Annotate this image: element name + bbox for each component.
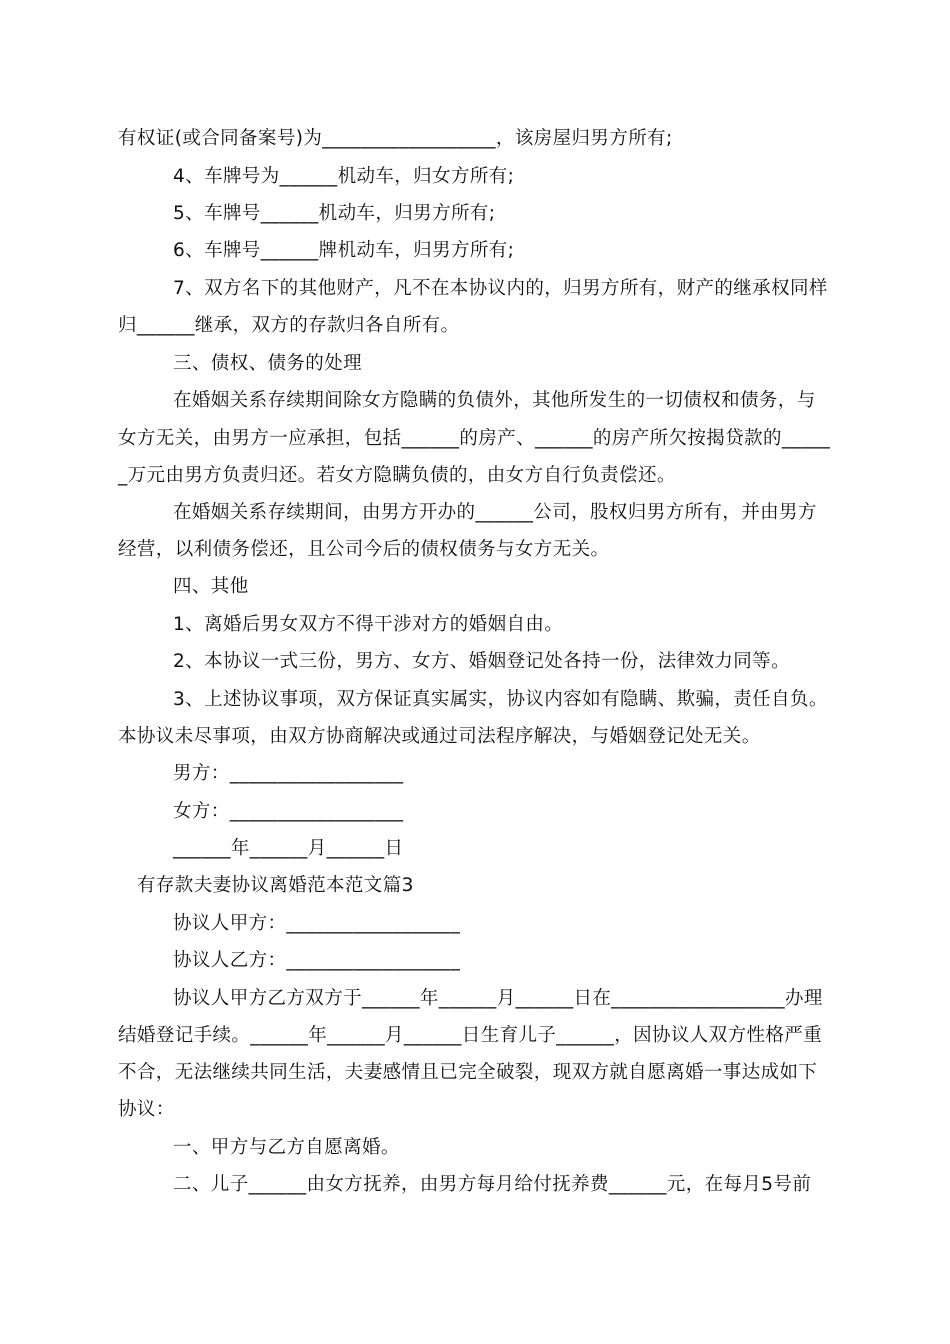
section-heading: 三、债权、债务的处理 xyxy=(173,353,363,374)
text-line: 二、儿子______由女方抚养，由男方每月给付抚养费______元，在每月5号前 xyxy=(173,1174,812,1195)
section-heading: 四、其他 xyxy=(173,576,249,597)
text-line: 7、双方名下的其他财产，凡不在本协议内的，归男方所有，财产的继承权同样 xyxy=(173,278,828,299)
signature-line-female: 女方：__________________ xyxy=(173,801,404,822)
text-line: 协议： xyxy=(118,1099,175,1120)
text-line: 1、离婚后男女双方不得干涉对方的婚姻自由。 xyxy=(173,614,564,635)
text-line: 2、本协议一式三份，男方、女方、婚姻登记处各持一份，法律效力同等。 xyxy=(173,651,790,672)
text-line: 本协议未尽事项，由双方协商解决或通过司法程序解决，与婚姻登记处无关。 xyxy=(118,726,761,747)
text-line: 5、车牌号______机动车，归男方所有; xyxy=(173,203,496,224)
date-line: ______年______月______日 xyxy=(173,838,404,859)
text-line: 在婚姻关系存续期间，由男方开办的______公司，股权归男方所有，并由男方 xyxy=(173,502,817,523)
party-b-line: 协议人乙方：__________________ xyxy=(173,950,461,971)
text-line: 4、车牌号为______机动车，归女方所有; xyxy=(173,166,515,187)
signature-line-male: 男方：__________________ xyxy=(173,763,404,784)
text-line: 有权证(或合同备案号)为__________________，该房屋归男方所有; xyxy=(118,128,673,149)
text-line: 结婚登记手续。______年______月______日生育儿子______，因协议人双方性格严重 xyxy=(118,1025,823,1046)
text-line: 3、上述协议事项，双方保证真实属实，协议内容如有隐瞒、欺骗，责任自负。 xyxy=(173,689,828,710)
text-line: 女方无关，由男方一应承担，包括______的房产、______的房产所欠按揭贷款的_____ xyxy=(118,428,831,449)
text-line: _万元由男方负责归还。若女方隐瞒负债的，由女方自行负责偿还。 xyxy=(118,465,676,486)
text-line: 在婚姻关系存续期间除女方隐瞒的负债外，其他所发生的一切债权和债务，与 xyxy=(173,390,816,411)
text-line: 6、车牌号______牌机动车，归男方所有; xyxy=(173,240,515,261)
text-line: 经营，以利债务偿还，且公司今后的债权债务与女方无关。 xyxy=(118,539,610,560)
text-line: 不合，无法继续共同生活，夫妻感情且已完全破裂，现双方就自愿离婚一事达成如下 xyxy=(118,1062,818,1083)
text-line: 协议人甲方乙方双方于______年______月______日在__________________办理 xyxy=(173,988,823,1009)
text-line: 一、甲方与乙方自愿离婚。 xyxy=(173,1137,400,1158)
article-title: 有存款夫妻协议离婚范本范文篇3 xyxy=(137,875,414,896)
text-line: 归______继承，双方的存款归各自所有。 xyxy=(118,315,460,336)
party-a-line: 协议人甲方：__________________ xyxy=(173,913,461,934)
